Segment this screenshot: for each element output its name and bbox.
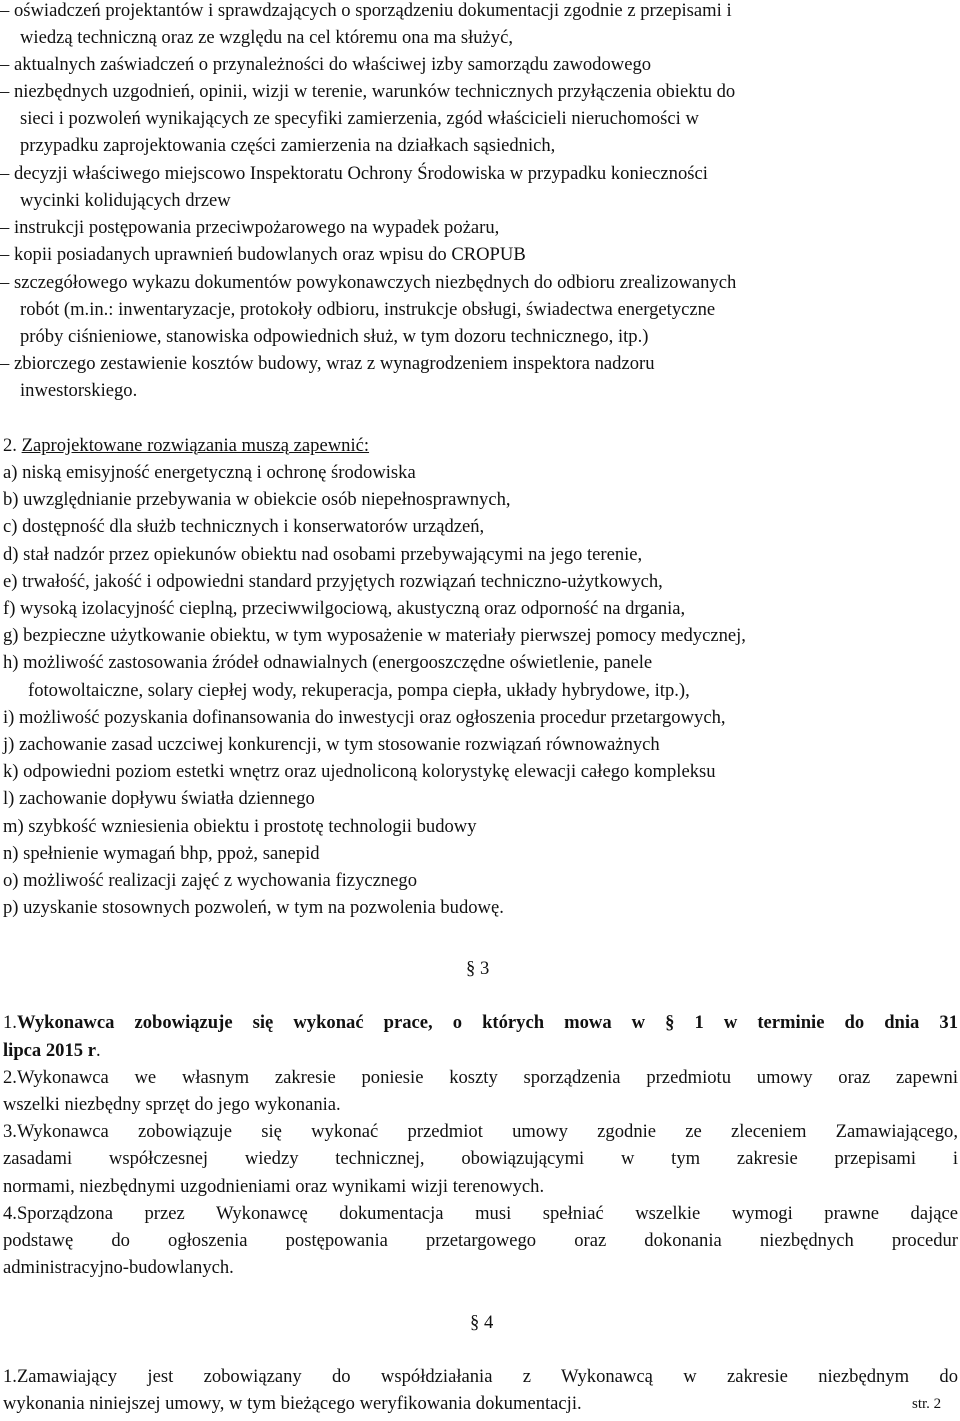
paragraph-3-point-3-continuation: zasadami współczesnej wiedzy technicznej, obowiązującymi w tym zakresie przepisami i: [3, 1148, 958, 1169]
paragraph-3-point-1: 1.Wykonawca zobowiązuje się wykonać prace, o których mowa w § 1 w terminie do dnia 31: [3, 1012, 958, 1033]
paragraph-3-point-3-continuation: normami, niezbędnymi uzgodnieniami oraz wynikami wizji terenowych.: [3, 1176, 545, 1197]
list-item-continuation: robót (m.in.: inwentaryzacje, protokoły odbioru, instrukcje obsługi, świadectwa energetyczne: [20, 299, 716, 320]
requirement-item: a) niską emisyjność energetyczną i ochronę środowiska: [3, 462, 416, 483]
page-number: str. 2: [912, 1396, 942, 1412]
requirement-item: p) uzyskanie stosownych pozwoleń, w tym na pozwolenia budowę.: [3, 897, 504, 918]
requirement-item: f) wysoką izolacyjność cieplną, przeciwwilgociową, akustyczną oraz odporność na drgania,: [3, 598, 686, 619]
list-item-continuation: wycinki kolidujących drzew: [20, 190, 231, 211]
list-item: – oświadczeń projektantów i sprawdzających o sporządzeniu dokumentacji zgodnie z przepisami i: [0, 0, 732, 21]
list-item: – instrukcji postępowania przeciwpożarowego na wypadek pożaru,: [0, 217, 500, 238]
list-item: – szczegółowego wykazu dokumentów powykonawczych niezbędnych do odbioru zrealizowanych: [0, 272, 737, 293]
requirement-item: l) zachowanie dopływu światła dziennego: [3, 788, 315, 809]
list-item: – zbiorczego zestawienie kosztów budowy, wraz z wynagrodzeniem inspektora nadzoru: [0, 353, 655, 374]
requirement-item: k) odpowiedni poziom estetki wnętrz oraz ujednoliconą kolorystykę elewacji całego kompleksu: [3, 761, 716, 782]
list-item-continuation: próby ciśnieniowe, stanowiska odpowiednich służ, w tym dozoru technicznego, itp.): [20, 326, 649, 347]
paragraph-3-point-3: 3.Wykonawca zobowiązuje się wykonać przedmiot umowy zgodnie ze zleceniem Zamawiającego,: [3, 1121, 958, 1142]
requirement-item: c) dostępność dla służb technicznych i konserwatorów urządzeń,: [3, 516, 485, 537]
requirement-item: n) spełnienie wymagań bhp, ppoż, sanepid: [3, 843, 320, 864]
paragraph-3-heading: § 3: [466, 958, 490, 979]
list-item-continuation: wiedzą techniczną oraz ze względu na cel któremu ona ma służyć,: [20, 27, 514, 48]
requirement-item-continuation: fotowoltaiczne, solary ciepłej wody, rekuperacja, pompa ciepła, układy hybrydowe, itp.),: [28, 680, 690, 701]
requirement-item: b) uwzględnianie przebywania w obiekcie osób niepełnosprawnych,: [3, 489, 511, 510]
paragraph-4-point-1-continuation: wykonania niniejszej umowy, w tym bieżącego weryfikowania dokumentacji.: [3, 1393, 582, 1414]
list-item-continuation: przypadku zaprojektowania części zamierzenia na działkach sąsiednich,: [20, 135, 556, 156]
paragraph-4-heading: § 4: [470, 1312, 494, 1333]
list-item: – niezbędnych uzgodnień, opinii, wizji w terenie, warunków technicznych przyłączenia obiektu do: [0, 81, 736, 102]
paragraph-3-point-4: 4.Sporządzona przez Wykonawcę dokumentacja musi spełniać wszelkie wymogi prawne dające: [3, 1203, 958, 1224]
requirement-item: o) możliwość realizacji zajęć z wychowania fizycznego: [3, 870, 418, 891]
paragraph-3-point-2-continuation: wszelki niezbędny sprzęt do jego wykonania.: [3, 1094, 341, 1115]
paragraph-3-point-4-continuation: administracyjno-budowlanych.: [3, 1257, 234, 1278]
paragraph-3-point-1-continuation: lipca 2015 r.: [3, 1040, 101, 1061]
requirement-item: d) stał nadzór przez opiekunów obiektu nad osobami przebywającymi na jego terenie,: [3, 544, 643, 565]
requirement-item: m) szybkość wzniesienia obiektu i prostotę technologii budowy: [3, 816, 477, 837]
requirement-item: i) możliwość pozyskania dofinansowania do inwestycji oraz ogłoszenia procedur przetargowych,: [3, 707, 726, 728]
requirement-item: g) bezpieczne użytkowanie obiektu, w tym wyposażenie w materiały pierwszej pomocy medycznej,: [3, 625, 746, 646]
section-2-heading: 2. Zaprojektowane rozwiązania muszą zapewnić:: [3, 435, 370, 456]
list-item: – aktualnych zaświadczeń o przynależności do właściwej izby samorządu zawodowego: [0, 54, 652, 75]
list-item: – decyzji właściwego miejscowo Inspektoratu Ochrony Środowiska w przypadku konieczności: [0, 163, 708, 184]
list-item-continuation: sieci i pozwoleń wynikających ze specyfiki zamierzenia, zgód właścicieli nieruchomości w: [20, 108, 699, 129]
requirement-item: h) możliwość zastosowania źródeł odnawialnych (energooszczędne oświetlenie, panele: [3, 652, 653, 673]
paragraph-4-point-1: 1.Zamawiający jest zobowiązany do współdziałania z Wykonawcą w zakresie niezbędnym do: [3, 1366, 958, 1387]
list-item-continuation: inwestorskiego.: [20, 380, 138, 401]
paragraph-3-point-2: 2.Wykonawca we własnym zakresie poniesie koszty sporządzenia przedmiotu umowy oraz zapewni: [3, 1067, 958, 1088]
list-item: – kopii posiadanych uprawnień budowlanych oraz wpisu do CROPUB: [0, 244, 526, 265]
requirement-item: e) trwałość, jakość i odpowiedni standard przyjętych rozwiązań techniczno-użytkowych,: [3, 571, 663, 592]
paragraph-3-point-4-continuation: podstawę do ogłoszenia postępowania przetargowego oraz dokonania niezbędnych procedur: [3, 1230, 958, 1251]
requirement-item: j) zachowanie zasad uczciwej konkurencji, w tym stosowanie rozwiązań równoważnych: [3, 734, 660, 755]
